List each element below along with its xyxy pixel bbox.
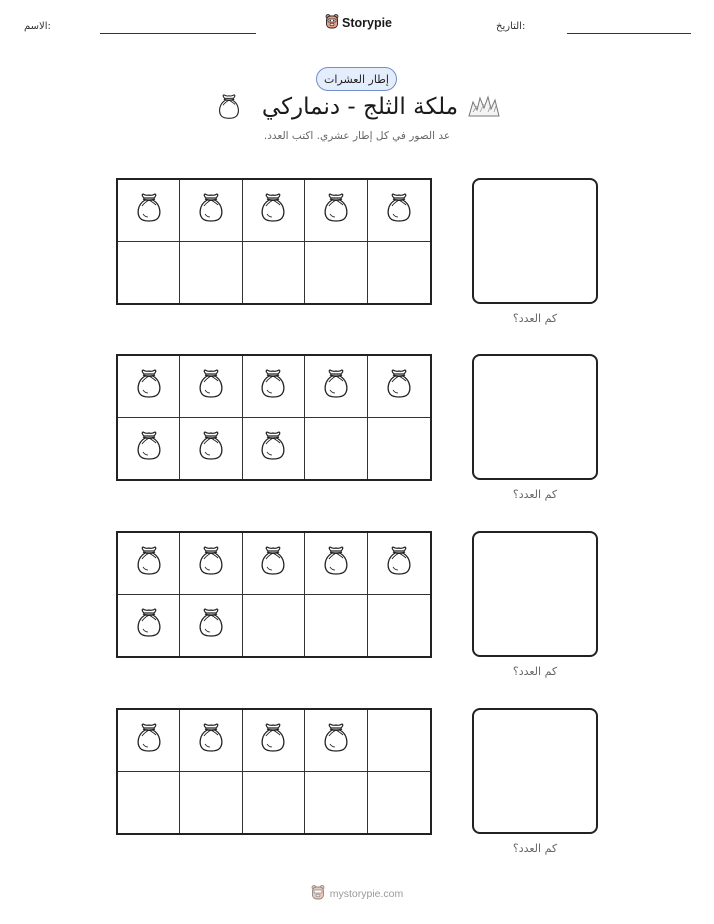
frame-cell [368,418,430,480]
frame-cell [243,242,305,304]
frame-cell [368,180,430,242]
frame-cell [180,242,242,304]
worksheet-type-badge: إطار العشرات [316,67,397,91]
money-sack-icon [258,430,288,466]
frame-cell [243,533,305,595]
money-sack-icon [196,192,226,228]
instructions: عد الصور في كل إطار عشري. اكتب العدد. [263,130,451,142]
frame-cell [243,710,305,772]
money-sack-icon [196,545,226,581]
frame-cell [243,180,305,242]
ten-frame-grid [116,708,432,835]
frame-cell [368,772,430,834]
name-line[interactable] [100,33,256,34]
ten-frame-2 [116,354,432,481]
count-question-1: كم العدد؟ [512,312,558,325]
date-line[interactable] [567,33,691,34]
money-sack-icon [258,192,288,228]
money-sack-icon [134,430,164,466]
frame-cell [305,533,367,595]
money-sack-icon [321,368,351,404]
frame-cell [305,242,367,304]
answer-box-1[interactable] [472,178,598,304]
frame-cell [368,356,430,418]
money-sack-icon [134,192,164,228]
frame-cell [180,180,242,242]
frame-cell [118,180,180,242]
name-label: الاسم: [24,21,51,32]
money-sack-icon [258,545,288,581]
snow-queen-icon [467,94,501,122]
frame-cell [305,180,367,242]
frame-cell [118,418,180,480]
money-sack-icon [134,722,164,758]
count-question-2: كم العدد؟ [512,488,558,501]
ten-frame-4 [116,708,432,835]
frame-cell [368,595,430,657]
count-question-4: كم العدد؟ [512,842,558,855]
money-sack-icon [384,192,414,228]
frame-cell [243,418,305,480]
frame-cell [180,772,242,834]
bear-mascot-icon [311,884,325,904]
money-sack-icon [134,607,164,643]
frame-cell [243,772,305,834]
answer-box-2[interactable] [472,354,598,480]
frame-cell [118,710,180,772]
money-sack-icon [196,722,226,758]
money-sack-icon [258,722,288,758]
frame-cell [243,356,305,418]
money-sack-icon [321,722,351,758]
frame-cell [180,595,242,657]
frame-cell [180,710,242,772]
frame-cell [368,242,430,304]
frame-cell [180,418,242,480]
frame-cell [118,595,180,657]
page-title: ملكة الثلج - دنماركي [261,94,459,120]
money-sack-icon [258,368,288,404]
money-sack-icon [134,368,164,404]
frame-cell [305,772,367,834]
footer [0,884,714,904]
brand-logo [325,13,392,33]
date-label: التاريخ: [496,21,526,32]
answer-box-3[interactable] [472,531,598,657]
frame-cell [243,595,305,657]
money-sack-icon [384,545,414,581]
frame-cell [305,595,367,657]
frame-cell [368,710,430,772]
frame-cell [305,356,367,418]
frame-cell [180,533,242,595]
money-sack-icon [196,430,226,466]
frame-cell [305,418,367,480]
frame-cell [118,772,180,834]
money-sack-icon [196,607,226,643]
frame-cell [368,533,430,595]
footer-url[interactable]: mystorypie.com [329,888,404,900]
frame-cell [180,356,242,418]
money-sack-icon [134,545,164,581]
money-sack-icon [321,192,351,228]
ten-frame-1 [116,178,432,305]
bear-mascot-icon [325,13,339,33]
ten-frame-grid [116,354,432,481]
ten-frame-3 [116,531,432,658]
frame-cell [305,710,367,772]
money-sack-icon [321,545,351,581]
frame-cell [118,356,180,418]
frame-cell [118,533,180,595]
count-question-3: كم العدد؟ [512,665,558,678]
brand-name: Storypie [342,16,393,30]
answer-box-4[interactable] [472,708,598,834]
money-sack-icon [196,368,226,404]
frame-cell [118,242,180,304]
money-sack-icon [384,368,414,404]
ten-frame-grid [116,178,432,305]
ten-frame-grid [116,531,432,658]
